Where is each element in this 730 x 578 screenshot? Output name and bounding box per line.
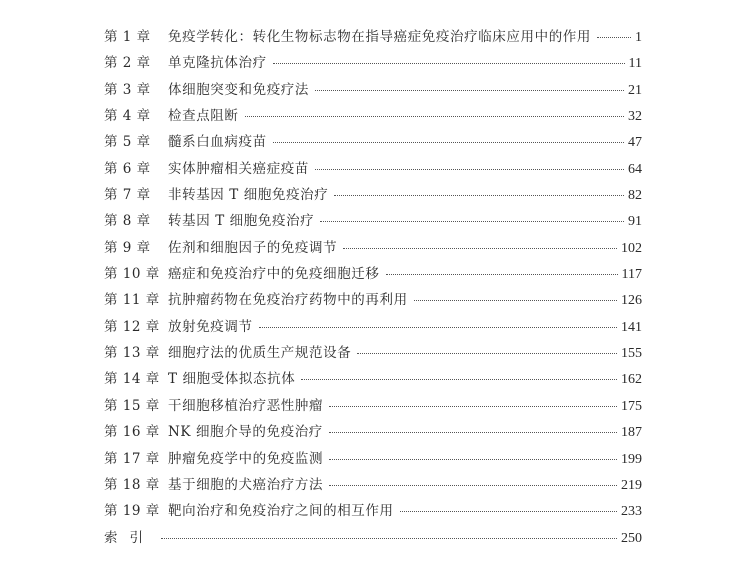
- page-number: 162: [621, 372, 642, 388]
- chapter-number: 第 10 章: [104, 266, 160, 283]
- chapter-title: 免疫学转化：转化生物标志物在指导癌症免疫治疗临床应用中的作用: [168, 29, 591, 45]
- toc-entry-2[interactable]: [104, 52, 642, 78]
- chapter-number: 第 7 章: [104, 187, 151, 204]
- chapter-title: 癌症和免疫治疗中的免疫细胞迁移: [168, 266, 380, 283]
- chapter-number: 第 6 章: [104, 160, 151, 177]
- chapter-title: 干细胞移植治疗恶性肿瘤: [168, 397, 324, 414]
- chapter-title: 佐剂和细胞因子的免疫调节: [168, 239, 338, 256]
- table-of-contents: [104, 26, 642, 553]
- chapter-title: 实体肿瘤相关癌症疫苗: [168, 160, 309, 177]
- chapter-number: 第 18 章: [104, 476, 160, 493]
- chapter-number: 第 2 章: [104, 55, 151, 72]
- page-number: 175: [621, 398, 642, 414]
- toc-entry-7[interactable]: [104, 184, 642, 210]
- chapter-number: 第 3 章: [104, 81, 151, 98]
- toc-entry-5[interactable]: [104, 131, 642, 157]
- dot-leader: [273, 62, 625, 64]
- chapter-number: 第 13 章: [104, 345, 160, 362]
- dot-leader: [329, 484, 617, 486]
- dot-leader: [414, 299, 617, 301]
- dot-leader: [245, 115, 625, 117]
- chapter-title: 检查点阻断: [168, 108, 239, 125]
- chapter-title: 基于细胞的犬癌治疗方法: [168, 476, 324, 493]
- dot-leader: [315, 89, 624, 91]
- page-number: 250: [621, 530, 642, 546]
- page-number: 219: [621, 477, 642, 493]
- page-number: 82: [628, 188, 642, 204]
- toc-entry-13[interactable]: [104, 342, 642, 368]
- page-number: 187: [621, 425, 642, 441]
- toc-entry-14[interactable]: [104, 368, 642, 394]
- page-number: 233: [621, 504, 642, 520]
- chapter-title: 转基因 T 细胞免疫治疗: [168, 213, 315, 230]
- dot-leader: [320, 220, 624, 222]
- chapter-number: 第 12 章: [104, 318, 160, 335]
- dot-leader: [386, 273, 618, 275]
- chapter-title: 细胞疗法的优质生产规范设备: [168, 345, 352, 362]
- dot-leader: [400, 510, 617, 512]
- chapter-number: 第 19 章: [104, 503, 160, 520]
- chapter-title: 放射免疫调节: [168, 318, 253, 335]
- toc-entry-1[interactable]: [104, 26, 642, 52]
- dot-leader: [259, 326, 617, 328]
- toc-entry-16[interactable]: [104, 421, 642, 447]
- chapter-title: NK 细胞介导的免疫治疗: [168, 424, 323, 441]
- toc-entry-8[interactable]: [104, 210, 642, 236]
- toc-entry-18[interactable]: [104, 474, 642, 500]
- dot-leader: [329, 405, 617, 407]
- toc-entry-9[interactable]: [104, 237, 642, 263]
- chapter-number: 第 14 章: [104, 371, 160, 388]
- dot-leader: [357, 352, 617, 354]
- chapter-title: T 细胞受体拟态抗体: [168, 371, 296, 388]
- dot-leader: [343, 247, 617, 249]
- page-number: 21: [628, 82, 642, 98]
- dot-leader: [329, 431, 617, 433]
- page-number: 11: [628, 56, 642, 72]
- chapter-number: 第 4 章: [104, 108, 151, 125]
- toc-entry-10[interactable]: [104, 263, 642, 289]
- dot-leader: [329, 458, 617, 460]
- dot-leader: [597, 36, 631, 38]
- dot-leader: [301, 378, 617, 380]
- chapter-title: 靶向治疗和免疫治疗之间的相互作用: [168, 503, 394, 520]
- index-label: 索引: [104, 529, 155, 546]
- page-number: 141: [621, 319, 642, 335]
- chapter-number: 第 8 章: [104, 213, 151, 230]
- chapter-number: 第 1 章: [104, 29, 151, 45]
- chapter-title: 抗肿瘤药物在免疫治疗药物中的再利用: [168, 292, 408, 309]
- chapter-number: 第 16 章: [104, 424, 160, 441]
- page-number: 117: [621, 267, 642, 283]
- page-number: 126: [621, 293, 642, 309]
- chapter-number: 第 5 章: [104, 134, 151, 151]
- toc-entry-4[interactable]: [104, 105, 642, 131]
- dot-leader: [273, 141, 624, 143]
- toc-entry-6[interactable]: [104, 158, 642, 184]
- toc-entry-15[interactable]: [104, 395, 642, 421]
- toc-entry-19[interactable]: [104, 500, 642, 526]
- dot-leader: [315, 168, 624, 170]
- dot-leader: [161, 537, 617, 539]
- toc-entry-index[interactable]: [104, 527, 642, 553]
- toc-entry-11[interactable]: [104, 289, 642, 315]
- chapter-title: 单克隆抗体治疗: [168, 55, 267, 72]
- toc-entry-12[interactable]: [104, 316, 642, 342]
- page-number: 32: [628, 109, 642, 125]
- chapter-number: 第 11 章: [104, 292, 160, 309]
- chapter-title: 髓系白血病疫苗: [168, 134, 267, 151]
- page-number: 199: [621, 451, 642, 467]
- chapter-number: 第 17 章: [104, 450, 160, 467]
- page-number: 64: [628, 161, 642, 177]
- chapter-title: 体细胞突变和免疫疗法: [168, 81, 309, 98]
- page-number: 1: [635, 30, 642, 45]
- toc-entry-3[interactable]: [104, 79, 642, 105]
- chapter-title: 非转基因 T 细胞免疫治疗: [168, 187, 329, 204]
- page-number: 102: [621, 240, 642, 256]
- toc-entry-17[interactable]: [104, 448, 642, 474]
- dot-leader: [334, 194, 624, 196]
- chapter-number: 第 15 章: [104, 397, 160, 414]
- chapter-number: 第 9 章: [104, 239, 151, 256]
- page-number: 91: [628, 214, 642, 230]
- page-number: 47: [628, 135, 642, 151]
- page-number: 155: [621, 346, 642, 362]
- chapter-title: 肿瘤免疫学中的免疫监测: [168, 450, 324, 467]
